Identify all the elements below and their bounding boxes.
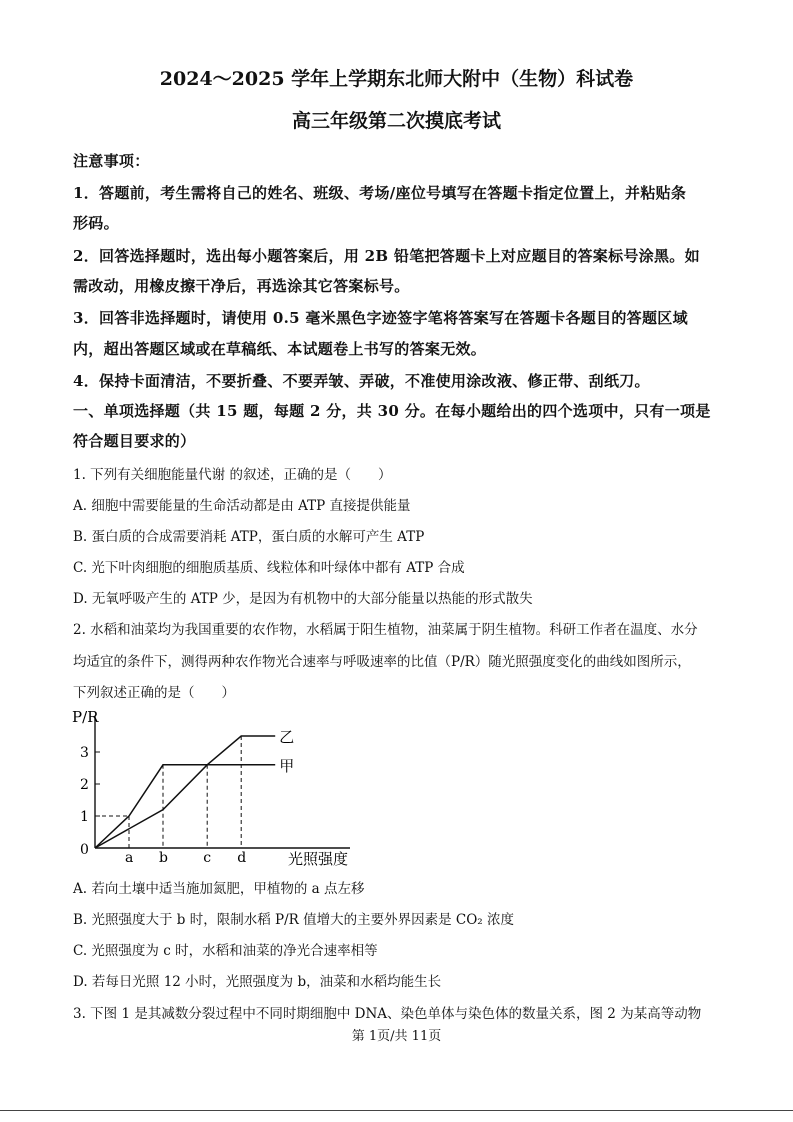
notice-line: 内，超出答题区域或在草稿纸、本试题卷上书写的答案无效。 [73,340,487,358]
notice-line: 形码。 [73,214,119,232]
series-label: 乙 [279,728,295,746]
question-2-stem: 均适宜的条件下，测得两种农作物光合速率与呼吸速率的比值（P/R）随光照强度变化的曲线如图所示， [73,654,691,670]
chart-lines [95,736,275,848]
notice-line: 2．回答选择题时，选出每小题答案后，用 2B 铅笔把答题卡上对应题目的答案标号涂黑。如 [73,247,700,265]
question-1-option-a: A. 细胞中需要能量的生命活动都是由 ATP 直接提供能量 [73,498,411,514]
x-tick-label: b [159,850,168,866]
origin-label: 0 [80,842,89,858]
notice-line: 需改动，用橡皮擦干净后，再选涂其它答案标号。 [73,277,410,295]
y-tick-label: 1 [80,809,89,825]
page-footer: 第 1页/共 11页 [351,1029,442,1044]
section-heading: 一、单项选择题（共 15 题，每题 2 分，共 30 分。在每小题给出的四个选项中，只有一项是 [73,402,711,420]
notice-line: 4．保持卡面清洁，不要折叠、不要弄皱、弄破，不准使用涂改液、修正带、刮纸刀。 [73,372,650,390]
question-1-option-c: C. 光下叶肉细胞的细胞质基质、线粒体和叶绿体中都有 ATP 合成 [73,560,465,576]
question-1-option-d: D. 无氧呼吸产生的 ATP 少，是因为有机物中的大部分能量以热能的形式散失 [73,591,533,607]
question-2-stem: 下列叙述正确的是（ ） [73,685,235,701]
x-axis-label: 光照强度 [288,850,349,868]
question-1-stem: 1. 下列有关细胞能量代谢 的叙述，正确的是（ ） [73,467,392,483]
series-line-jia [95,765,275,848]
series-label: 甲 [279,756,295,775]
bottom-rule [0,1110,793,1111]
y-tick-label: 2 [80,777,89,793]
question-2-option-a: A. 若向土壤中适当施加氮肥，甲植物的 a 点左移 [73,881,365,897]
question-2-stem: 2. 水稻和油菜均为我国重要的农作物，水稻属于阳生植物，油菜属于阴生植物。科研工作者在温度、水分 [73,622,698,638]
exam-title: 2024～2025 学年上学期东北师大附中（生物）科试卷 [159,68,634,90]
y-axis-label: P/R [72,708,99,726]
x-tick-label: c [203,850,212,866]
chart-axes [95,716,350,848]
question-2-option-c: C. 光照强度为 c 时，水稻和油菜的净光合速率相等 [73,943,378,959]
series-line-yi [95,736,275,848]
notice-line: 1．答题前，考生需将自己的姓名、班级、考场/座位号填写在答题卡指定位置上，并粘贴条 [73,184,687,202]
exam-subtitle: 高三年级第二次摸底考试 [291,110,501,132]
section-heading-cont: 符合题目要求的） [73,432,196,450]
x-tick-label: a [125,850,134,866]
x-tick-label: d [237,850,247,866]
notice-heading: 注意事项： [73,152,150,170]
question-3-stem: 3. 下图 1 是其减数分裂过程中不同时期细胞中 DNA、染色单体与染色体的数量关系，图 2 为某高等动物 [73,1006,702,1022]
pr-light-chart [60,702,380,872]
question-1-option-b: B. 蛋白质的合成需要消耗 ATP，蛋白质的水解可产生 ATP [73,529,425,545]
chart-guides [95,736,241,848]
chart-labels [72,708,348,868]
question-2-option-d: D. 若每日光照 12 小时，光照强度为 b，油菜和水稻均能生长 [73,974,442,990]
notice-line: 3．回答非选择题时，请使用 0.5 毫米黑色字迹签字笔将答案写在答题卡各题目的答题区域 [73,309,688,327]
y-tick-label: 3 [80,745,89,761]
question-2-option-b: B. 光照强度大于 b 时，限制水稻 P/R 值增大的主要外界因素是 CO₂ 浓度 [73,912,514,928]
